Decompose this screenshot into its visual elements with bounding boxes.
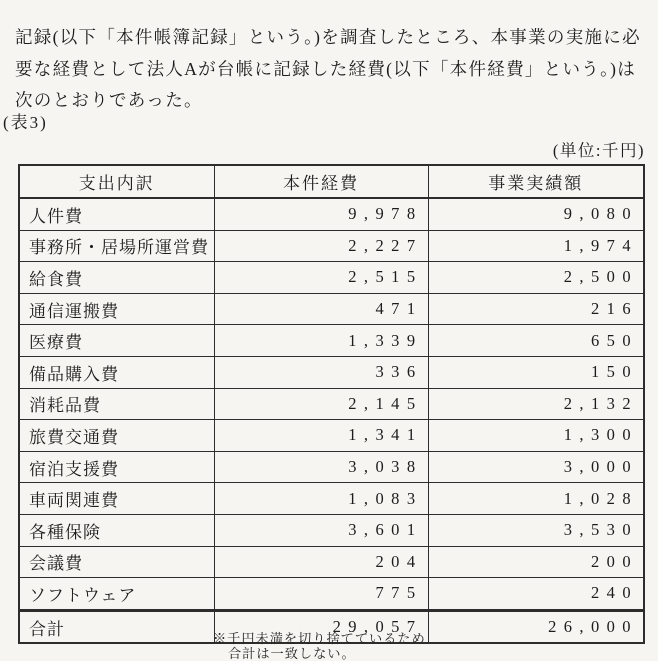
footnote-line: ※千円未満を切り捨てているため bbox=[213, 632, 426, 647]
row-expense: 1,341 bbox=[214, 420, 428, 452]
header-actual: 事業実績額 bbox=[428, 165, 644, 198]
footnote-line: 合計は一致しない。 bbox=[228, 647, 426, 661]
table-row bbox=[19, 578, 644, 611]
row-actual: 3,530 bbox=[428, 514, 644, 546]
row-expense: 2,227 bbox=[214, 230, 428, 262]
table-row bbox=[19, 293, 644, 325]
row-label: 消耗品費 bbox=[19, 388, 214, 420]
unit-label: (単位:千円) bbox=[553, 137, 645, 161]
row-expense: 204 bbox=[214, 546, 428, 578]
row-expense: 1,083 bbox=[214, 483, 428, 515]
row-label: ソフトウェア bbox=[19, 578, 214, 611]
paragraph-line: 要な経費として法人Aが台帳に記録した経費(以下「本件経費」という。)は bbox=[15, 54, 651, 86]
footnote bbox=[213, 632, 426, 661]
row-expense: 9,978 bbox=[214, 198, 428, 230]
table-row bbox=[19, 420, 644, 452]
total-actual: 26,000 bbox=[428, 610, 644, 643]
row-expense: 2,145 bbox=[214, 388, 428, 420]
row-expense: 336 bbox=[214, 356, 428, 388]
row-label: 宿泊支援費 bbox=[19, 451, 214, 483]
total-expense: 29,057 bbox=[214, 610, 428, 643]
row-actual: 200 bbox=[428, 546, 644, 578]
table-row bbox=[19, 483, 644, 515]
expense-table bbox=[18, 164, 645, 644]
row-actual: 9,080 bbox=[428, 198, 644, 230]
row-label: 車両関連費 bbox=[19, 483, 214, 515]
header-category: 支出内訳 bbox=[19, 165, 214, 198]
row-actual: 2,132 bbox=[428, 388, 644, 420]
row-actual: 240 bbox=[428, 578, 644, 611]
row-expense: 1,339 bbox=[214, 325, 428, 357]
table-row bbox=[19, 356, 644, 388]
header-expense: 本件経費 bbox=[214, 165, 428, 198]
header-row bbox=[19, 165, 644, 198]
row-expense: 775 bbox=[214, 578, 428, 611]
row-actual: 650 bbox=[428, 325, 644, 357]
table-body bbox=[19, 198, 644, 610]
row-label: 備品購入費 bbox=[19, 356, 214, 388]
row-label: 人件費 bbox=[19, 198, 214, 230]
row-label: 各種保険 bbox=[19, 514, 214, 546]
row-expense: 3,038 bbox=[214, 451, 428, 483]
row-expense: 2,515 bbox=[214, 262, 428, 294]
table-row bbox=[19, 230, 644, 262]
row-expense: 471 bbox=[214, 293, 428, 325]
row-actual: 216 bbox=[428, 293, 644, 325]
paragraph bbox=[15, 22, 651, 117]
row-label: 会議費 bbox=[19, 546, 214, 578]
paragraph-line: 記録(以下「本件帳簿記録」という。)を調査したところ、本事業の実施に必 bbox=[15, 22, 651, 54]
table-row bbox=[19, 546, 644, 578]
table-row bbox=[19, 198, 644, 230]
row-actual: 2,500 bbox=[428, 262, 644, 294]
row-label: 通信運搬費 bbox=[19, 293, 214, 325]
row-expense: 3,601 bbox=[214, 514, 428, 546]
total-label: 合計 bbox=[19, 610, 214, 643]
paragraph-line: 次のとおりであった。 bbox=[15, 85, 651, 117]
table-caption: (表3) bbox=[3, 108, 48, 133]
row-label: 事務所・居場所運営費 bbox=[19, 230, 214, 262]
row-actual: 1,028 bbox=[428, 483, 644, 515]
table-row bbox=[19, 514, 644, 546]
row-label: 給食費 bbox=[19, 262, 214, 294]
table-row bbox=[19, 451, 644, 483]
table-row bbox=[19, 388, 644, 420]
row-label: 旅費交通費 bbox=[19, 420, 214, 452]
row-actual: 3,000 bbox=[428, 451, 644, 483]
table-row bbox=[19, 325, 644, 357]
row-label: 医療費 bbox=[19, 325, 214, 357]
row-actual: 1,300 bbox=[428, 420, 644, 452]
row-actual: 150 bbox=[428, 356, 644, 388]
row-actual: 1,974 bbox=[428, 230, 644, 262]
table-row bbox=[19, 262, 644, 294]
